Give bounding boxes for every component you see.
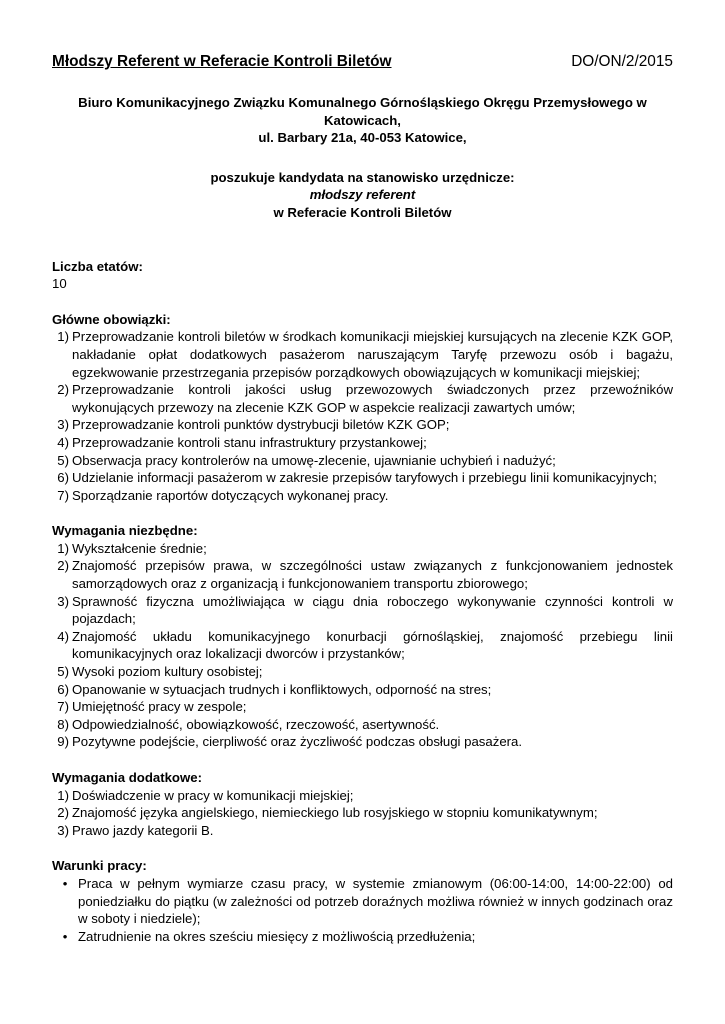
list-item bbox=[52, 593, 673, 628]
item-number: 2) bbox=[57, 805, 69, 821]
section-wymagania-niezbedne bbox=[52, 522, 673, 751]
item-text: Pozytywne podejście, cierpliwość oraz życzliwość podczas obsługi pasażera. bbox=[72, 734, 523, 750]
item-number: 1) bbox=[57, 787, 69, 803]
bullet-icon: • bbox=[62, 928, 68, 944]
item-number: 6) bbox=[57, 681, 69, 697]
bullet-icon: • bbox=[62, 875, 68, 891]
item-text: Znajomość języka angielskiego, niemieckiego lub rosyjskiego w stopniu komunikatywnym; bbox=[72, 805, 598, 821]
list-item bbox=[52, 416, 673, 434]
item-text: Prawo jazdy kategorii B. bbox=[72, 822, 214, 838]
section-wymagania-dodatkowe bbox=[52, 769, 673, 839]
item-number: 7) bbox=[57, 487, 69, 503]
item-text: Przeprowadzanie kontroli stanu infrastruktury przystankowej; bbox=[72, 434, 427, 450]
position-intro: poszukuje kandydata na stanowisko urzędnicze: bbox=[210, 169, 515, 185]
item-number: 2) bbox=[57, 382, 69, 398]
list-item bbox=[52, 540, 673, 558]
item-text: Umiejętność pracy w zespole; bbox=[72, 699, 247, 715]
item-text: Udzielanie informacji pasażerom w zakresie przepisów taryfowych i przebiegu linii komunikacyjnych; bbox=[72, 470, 657, 486]
section-etaty bbox=[52, 258, 673, 293]
dodatkowe-list bbox=[52, 787, 673, 840]
item-text: Doświadczenie w pracy w komunikacji miejskiej; bbox=[72, 787, 354, 803]
document-reference: DO/ON/2/2015 bbox=[571, 53, 673, 70]
position-department: w Referacie Kontroli Biletów bbox=[273, 204, 452, 220]
list-item bbox=[52, 733, 673, 751]
list-item bbox=[52, 716, 673, 734]
section-heading: Wymagania dodatkowe: bbox=[52, 770, 202, 785]
list-item bbox=[52, 804, 673, 822]
list-item bbox=[52, 452, 673, 470]
item-number: 4) bbox=[57, 628, 69, 644]
item-text: Wykształcenie średnie; bbox=[72, 540, 207, 556]
item-text: Zatrudnienie na okres sześciu miesięcy z możliwością przedłużenia; bbox=[78, 928, 476, 944]
list-item bbox=[52, 469, 673, 487]
etaty-value: 10 bbox=[52, 276, 67, 292]
warunki-list bbox=[52, 875, 673, 945]
item-number: 9) bbox=[57, 734, 69, 750]
section-heading: Liczba etatów: bbox=[52, 258, 143, 274]
item-number: 3) bbox=[57, 417, 69, 433]
list-item bbox=[52, 557, 673, 592]
item-text: Znajomość układu komunikacyjnego konurbacji górnośląskiej, znajomość przebiegu linii komunikacyjnych oraz lokalizacji dworców i przystanków; bbox=[72, 628, 673, 662]
list-item bbox=[52, 487, 673, 505]
item-number: 5) bbox=[57, 664, 69, 680]
section-warunki-pracy bbox=[52, 857, 673, 945]
section-heading: Główne obowiązki: bbox=[52, 311, 171, 327]
position-name: młodszy referent bbox=[309, 187, 416, 203]
organization-address: ul. Barbary 21a, 40-053 Katowice, bbox=[258, 130, 467, 146]
item-number: 3) bbox=[57, 593, 69, 609]
item-text: Przeprowadzanie kontroli punktów dystrybucji biletów KZK GOP; bbox=[72, 417, 450, 433]
list-item bbox=[52, 822, 673, 840]
item-text: Znajomość przepisów prawa, w szczególności ustaw związanych z funkcjonowaniem jednostek samorządowych oraz z organizacją i funkcjonowaniem transportu zbiorowego; bbox=[72, 558, 673, 592]
item-number: 2) bbox=[57, 558, 69, 574]
item-number: 1) bbox=[57, 329, 69, 345]
list-item bbox=[52, 875, 673, 928]
item-number: 7) bbox=[57, 699, 69, 715]
list-item bbox=[52, 628, 673, 663]
list-item bbox=[52, 434, 673, 452]
item-text: Obserwacja pracy kontrolerów na umowę-zlecenie, ujawnianie uchybień i nadużyć; bbox=[72, 452, 556, 468]
item-text: Opanowanie w sytuacjach trudnych i konfliktowych, odporność na stres; bbox=[72, 681, 492, 697]
section-heading: Warunki pracy: bbox=[52, 858, 147, 874]
item-number: 5) bbox=[57, 452, 69, 468]
organization-name: Biuro Komunikacyjnego Związku Komunalnego Górnośląskiego Okręgu Przemysłowego w Katowicach, bbox=[78, 95, 647, 128]
list-item bbox=[52, 681, 673, 699]
item-number: 3) bbox=[57, 822, 69, 838]
item-text: Przeprowadzanie kontroli jakości usług przewozowych świadczonych przez przewoźników wykonujących przewozy na zlecenie KZK GOP w aspekcie realizacji zawartych umów; bbox=[72, 382, 673, 415]
position-block bbox=[52, 169, 673, 222]
item-text: Sprawność fizyczna umożliwiająca w ciągu dnia roboczego wykonywanie czynności kontroli w pojazdach; bbox=[72, 593, 673, 627]
item-text: Wysoki poziom kultury osobistej; bbox=[72, 664, 263, 680]
item-text: Odpowiedzialność, obowiązkowość, rzeczowość, asertywność. bbox=[72, 716, 440, 732]
section-heading: Wymagania niezbędne: bbox=[52, 523, 198, 539]
item-text: Przeprowadzanie kontroli biletów w środkach komunikacji miejskiej kursujących na zlecenie KZK GOP, nakładanie opłat dodatkowych pasażerom naruszającym Taryfę przewozu osób i bagażu, egzekwowanie przestrzegania przepisów porządkowych obowiązujących w komunikacji miejskiej; bbox=[72, 329, 673, 380]
list-item bbox=[52, 698, 673, 716]
item-number: 6) bbox=[57, 470, 69, 486]
list-item bbox=[52, 328, 673, 381]
section-obowiazki bbox=[52, 311, 673, 505]
item-text: Praca w pełnym wymiarze czasu pracy, w systemie zmianowym (06:00-14:00, 14:00-22:00) od poniedziałku do piątku (w zależności od potrzeb doraźnych możliwa również w innych godzinach oraz w soboty i niedziele); bbox=[78, 875, 673, 927]
document-title: Młodszy Referent w Referacie Kontroli Biletów bbox=[52, 53, 392, 70]
item-number: 1) bbox=[57, 540, 69, 556]
list-item bbox=[52, 787, 673, 805]
title-row bbox=[52, 52, 673, 72]
item-number: 4) bbox=[57, 434, 69, 450]
obowiazki-list bbox=[52, 328, 673, 504]
list-item bbox=[52, 928, 673, 946]
list-item bbox=[52, 663, 673, 681]
item-number: 8) bbox=[57, 716, 69, 732]
niezbedne-list bbox=[52, 540, 673, 751]
list-item bbox=[52, 381, 673, 416]
item-text: Sporządzanie raportów dotyczących wykonanej pracy. bbox=[72, 487, 389, 503]
organization-block bbox=[52, 94, 673, 147]
